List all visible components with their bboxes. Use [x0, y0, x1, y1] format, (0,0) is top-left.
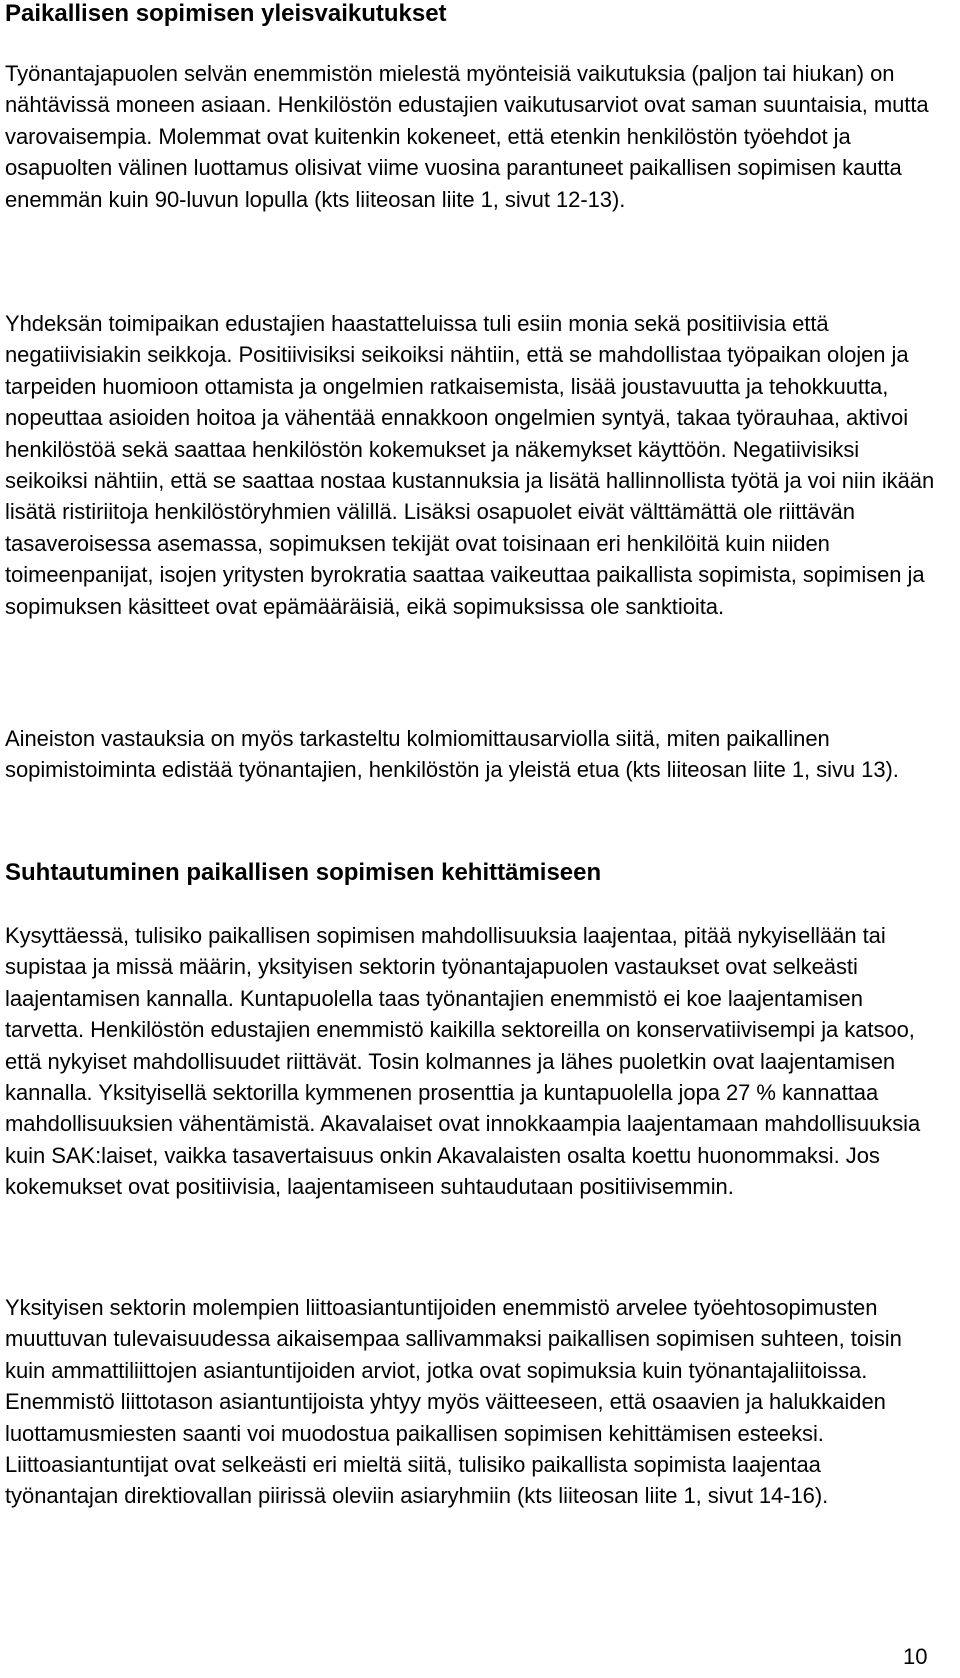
paragraph-triangulation: Aineiston vastauksia on myös tarkasteltu kolmiomittausarviolla siitä, miten paikallinen sopimistoiminta edistää työnantajien, henkilöstön ja yleistä etua (kts liiteosan liite 1, sivu 13). [5, 726, 899, 783]
paragraph-general-effects: Työnantajapuolen selvän enemmistön mielestä myönteisiä vaikutuksia (paljon tai hiukan) on nähtävissä moneen asiaan. Henkilöstön edustajien vaikutusarviot ovat saman suuntaisia, mutta varovaisempia. Molemmat ovat kuitenkin kokeneet, että etenkin henkilöstön työehdot ja osapuolten välinen luottamus olisivat viime vuosina parantuneet paikallisen sopimisen kautta enemmän kuin 90-luvun lopulla (kts liiteosan liite 1, sivut 12-13). [5, 61, 929, 212]
section-heading-general-effects: Paikallisen sopimisen yleisvaikutukset [5, 0, 447, 27]
paragraph-union-experts: Yksityisen sektorin molempien liittoasiantuntijoiden enemmistö arvelee työehtosopimusten muuttuvan tulevaisuudessa aikaisempaa sallivammaksi paikallisen sopimisen suhteen, toisin kuin ammattiliittojen asiantuntijoiden arviot, jotka ovat sopimuksia kuin työnantajaliitoissa. Enemmistö liittotason asiantuntijoista yhtyy myös väitteeseen, että osaavien ja halukkaiden luottamusmiesten saanti voi muodostua paikallisen sopimisen kehittämisen esteeksi. Liittoasiantuntijat ovat selkeästi eri mieltä siitä, tulisiko paikallista sopimista laajentaa työnantajan direktiovallan piirissä oleviin asiaryhmiin (kts liiteosan liite 1, sivut 14-16). [5, 1295, 902, 1509]
paragraph-interviews: Yhdeksän toimipaikan edustajien haastatteluissa tuli esiin monia sekä positiivisia että negatiivisiakin seikkoja. Positiivisiksi seikoiksi nähtiin, että se mahdollistaa työpaikan olojen ja tarpeiden huomioon ottamista ja ongelmien ratkaisemista, lisää joustavuutta ja tehokkuutta, nopeuttaa asioiden hoitoa ja vähentää ennakkoon ongelmien syntyä, takaa työrauhaa, aktivoi henkilöstöä sekä saattaa henkilöstön kokemukset ja näkemykset käyttöön. Negatiivisiksi seikoiksi nähtiin, että se saattaa nostaa kustannuksia ja lisätä hallinnollista työtä ja voi niin ikään lisätä ristiriitoja henkilöstöryhmien välillä. Lisäksi osapuolet eivät välttämättä ole riittävän tasaveroisessa asemassa, sopimuksen tekijät ovat toisinaan eri henkilöitä kuin niiden toimeenpanijat, isojen yritysten byrokratia saattaa vaikeuttaa paikallista sopimista, sopimisen ja sopimuksen käsitteet ovat epämääräisiä, eikä sopimuksissa ole sanktioita. [5, 311, 935, 619]
section-heading-development-attitudes: Suhtautuminen paikallisen sopimisen kehittämiseen [5, 859, 602, 886]
paragraph-expansion-views: Kysyttäessä, tulisiko paikallisen sopimisen mahdollisuuksia laajentaa, pitää nykyisellään tai supistaa ja missä määrin, yksityisen sektorin työnantajapuolen vastaukset ovat selkeästi laajentamisen kannalla. Kuntapuolella taas työnantajien enemmistö ei koe laajentamisen tarvetta. Henkilöstön edustajien enemmistö kaikilla sektoreilla on konservatiivisempi ja katsoo, että nykyiset mahdollisuudet riittävät. Tosin kolmannes ja lähes puoletkin ovat laajentamisen kannalla. Yksityisellä sektorilla kymmenen prosenttia ja kuntapuolella jopa 27 % kannattaa mahdollisuuksien vähentämistä. Akavalaiset ovat innokkaampia laajentamaan mahdollisuuksia kuin SAK:laiset, vaikka tasavertaisuus onkin Akavalaisten osalta koettu huonommaksi. Jos kokemukset ovat positiivisia, laajentamiseen suhtaudutaan positiivisemmin. [5, 923, 921, 1200]
page-number: 10 [903, 1644, 928, 1669]
